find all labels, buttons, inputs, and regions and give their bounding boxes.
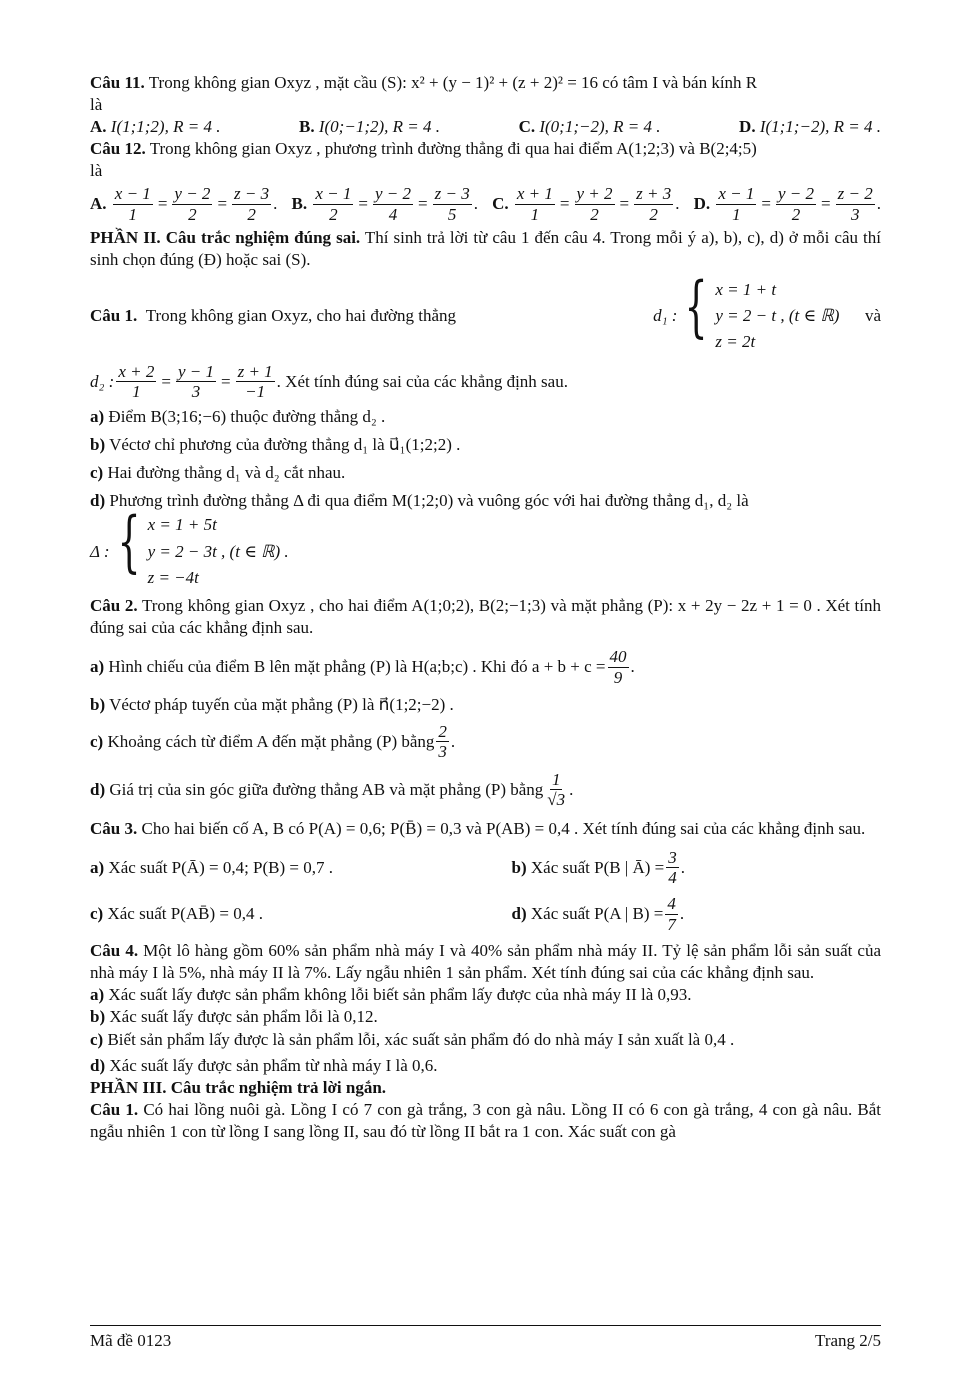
p2q3-c: c) Xác suất P(AB̄) = 0,4 . <box>90 904 263 924</box>
q12-option-b: B. $\frac{x - 1}{2}$ = $\frac{y - 2}{4}$ = $\frac{z - 3}{5}$ . <box>291 184 478 225</box>
part2-header: PHẦN II. Câu trắc nghiệm đúng sai. Thí sinh trả lời từ câu 1 đến câu 4. Trong mỗi ý a), b), c), d) ở mỗi câu thí sinh chọn đúng (Đ) hoặc sai (S). <box>90 227 881 269</box>
p2q4-d: d) Xác suất lấy được sản phẩm từ nhà máy I là 0,6. <box>90 1055 438 1075</box>
q12-stem-end: là <box>90 161 103 181</box>
q11-option-d: D. I(1;1;−2), R = 4 . <box>739 117 881 137</box>
p3q1-stem: Câu 1. Có hai lồng nuôi gà. Lồng I có 7 con gà trắng, 3 con gà nâu. Lồng II có 6 con gà trắng, 4 con gà nâu. Bắt ngẫu nhiên 1 con từ lồng I sang lồng II, sau đó từ lồng II bắt ra 1 con. Xác suất con gà <box>90 1099 881 1141</box>
p2q3-d: d) Xác suất P(A | B) = $\frac{4}{7}$ . <box>511 894 685 934</box>
q11-option-a: A. I(1;1;2), R = 4 . <box>90 117 221 137</box>
p2q4-c: c) Biết sản phẩm lấy được là sản phẩm lỗi, xác suất sản phẩm đó do nhà máy I sản xuất là 0,4 . <box>90 1029 735 1049</box>
page-footer <box>90 1325 881 1352</box>
part3-header: PHẦN III. Câu trắc nghiệm trả lời ngắn. <box>90 1077 387 1097</box>
q12-option-a: A. $\frac{x - 1}{1}$ = $\frac{y - 2}{2}$ = $\frac{z - 3}{2}$ . <box>90 184 278 225</box>
q11-stem-end: là <box>90 95 103 115</box>
d1-system: { x = 1 + t y = 2 − t , (t ∈ ℝ) z = 2t <box>684 267 840 352</box>
p2q3-a: a) Xác suất P(Ā) = 0,4; P(B) = 0,7 . <box>90 857 333 877</box>
p2q1-d2: d₂ : $\frac{x + 2}{1}$ = $\frac{y - 1}{3}$ = $\frac{z + 1}{-1}$ . Xét tính đúng sai của các khẳng định sau. <box>90 361 568 402</box>
p2q2-c: c) Khoảng cách từ điểm A đến mặt phẳng (P) bằng $\frac{2}{3}$ . <box>90 721 456 762</box>
page-number: Trang 2/5 <box>815 1331 881 1350</box>
q11-options <box>90 116 881 138</box>
p2q2-a: a) Hình chiếu của điểm B lên mặt phẳng (P) là H(a;b;c) . Khi đó a + b + c = $\frac{40}{9}$ . <box>90 647 635 688</box>
p2q2-stem: Câu 2. Trong không gian Oxyz , cho hai điểm A(1;0;2), B(2;−1;3) và mặt phẳng (P): x + 2y − 2z + 1 = 0 . Xét tính đúng sai của các khẳng định sau. <box>90 596 881 638</box>
p2q1-c: c) Hai đường thẳng d₁ và d₂ cắt nhau. <box>90 463 346 483</box>
p2q4-a: a) Xác suất lấy được sản phẩm không lỗi biết sản phẩm lấy được của nhà máy II là 0,93. <box>90 985 692 1005</box>
p2q2-d: d) Giá trị của sin góc giữa đường thẳng AB và mặt phẳng (P) bằng $\frac{1}{√3}$ . <box>90 769 574 810</box>
p2q2-b: b) Véctơ pháp tuyến của mặt phẳng (P) là n⃗(1;2;−2) . <box>90 694 454 714</box>
q11-option-c: C. I(0;1;−2), R = 4 . <box>518 117 661 137</box>
p2q1-a: a) Điểm B(3;16;−6) thuộc đường thẳng d₂ . <box>90 406 386 426</box>
p2q1-b: b) Véctơ chỉ phương của đường thẳng d₁ là u⃗₁(1;2;2) . <box>90 434 461 454</box>
p2q3-stem: Câu 3. Cho hai biến cố A, B có P(A) = 0,6; P(B̄) = 0,3 và P(AB) = 0,4 . Xét tính đúng sai của các khẳng định sau. <box>90 818 866 838</box>
delta-system: Δ : { x = 1 + 5t y = 2 − 3t , (t ∈ ℝ) . z = −4t <box>90 503 289 587</box>
p2q3-ab <box>90 848 881 888</box>
p2q4-b: b) Xác suất lấy được sản phẩm lỗi là 0,12. <box>90 1007 378 1027</box>
q11-stem: Câu 11. Trong không gian Oxyz , mặt cầu (S): x² + (y − 1)² + (z + 2)² = 16 có tâm I và bán kính R <box>90 73 758 92</box>
p2q1-stem: Câu 1. Trong không gian Oxyz, cho hai đường thẳng d₁ : { x = 1 + t y = 2 − t , (t ∈ ℝ) z = 2t và <box>90 277 881 356</box>
p2q4-stem: Câu 4. Một lô hàng gồm 60% sản phẩm nhà máy I và 40% sản phẩm nhà máy II. Tỷ lệ sản phẩm lỗi sản suất của nhà máy I là 5%, nhà máy II là 7%. Lấy ngẫu nhiên 1 sản phẩm. Xét tính đúng sai của các khẳng định sau. <box>90 941 882 983</box>
q12-stem: Câu 12. Trong không gian Oxyz , phương trình đường thẳng đi qua hai điểm A(1;2;3) và B(2;4;5) <box>90 139 757 159</box>
page-content <box>90 72 881 1143</box>
q12-option-d: D. $\frac{x - 1}{1}$ = $\frac{y - 2}{2}$ = $\frac{z - 2}{3}$ . <box>693 184 881 225</box>
p2q3-cd <box>90 894 881 934</box>
p2q3-b: b) Xác suất P(B | Ā) = $\frac{3}{4}$ . <box>511 847 686 888</box>
q11-option-b: B. I(0;−1;2), R = 4 . <box>299 117 440 137</box>
q12-option-c: C. $\frac{x + 1}{1}$ = $\frac{y + 2}{2}$ = $\frac{z + 3}{2}$ . <box>492 184 680 225</box>
exam-code: Mã đề 0123 <box>90 1331 172 1350</box>
p2q1-d: d) Phương trình đường thẳng Δ đi qua điểm M(1;2;0) và vuông góc với hai đường thẳng d₁, d₂ là <box>90 491 749 511</box>
q12-options <box>90 184 881 224</box>
